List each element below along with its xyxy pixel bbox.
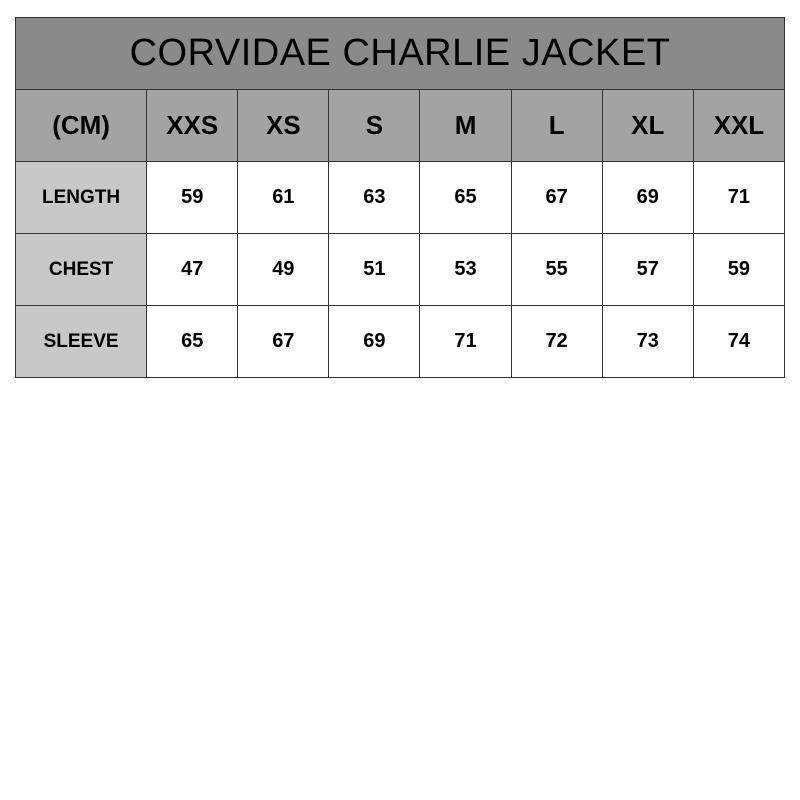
size-header: XL bbox=[602, 90, 693, 162]
measurement-cell: 63 bbox=[329, 162, 420, 234]
measurement-cell: 59 bbox=[147, 162, 238, 234]
measurement-cell: 65 bbox=[420, 162, 511, 234]
table-row-chest bbox=[16, 234, 785, 306]
measurement-cell: 65 bbox=[147, 306, 238, 378]
size-header: M bbox=[420, 90, 511, 162]
size-header: S bbox=[329, 90, 420, 162]
size-header: L bbox=[511, 90, 602, 162]
size-header: XXL bbox=[693, 90, 784, 162]
measurement-cell: 71 bbox=[693, 162, 784, 234]
measurement-cell: 57 bbox=[602, 234, 693, 306]
measurement-cell: 72 bbox=[511, 306, 602, 378]
measurement-cell: 73 bbox=[602, 306, 693, 378]
measurement-cell: 71 bbox=[420, 306, 511, 378]
measurement-cell: 69 bbox=[329, 306, 420, 378]
measurement-cell: 74 bbox=[693, 306, 784, 378]
measurement-cell: 67 bbox=[238, 306, 329, 378]
row-label: LENGTH bbox=[16, 162, 147, 234]
measurement-cell: 55 bbox=[511, 234, 602, 306]
row-label: SLEEVE bbox=[16, 306, 147, 378]
measurement-cell: 69 bbox=[602, 162, 693, 234]
size-header: XS bbox=[238, 90, 329, 162]
chart-title: CORVIDAE CHARLIE JACKET bbox=[16, 18, 785, 90]
unit-header: (CM) bbox=[16, 90, 147, 162]
table-row-sleeve bbox=[16, 306, 785, 378]
measurement-cell: 61 bbox=[238, 162, 329, 234]
size-chart-table bbox=[15, 17, 785, 378]
table-row-length bbox=[16, 162, 785, 234]
measurement-cell: 47 bbox=[147, 234, 238, 306]
measurement-cell: 49 bbox=[238, 234, 329, 306]
title-row bbox=[16, 18, 785, 90]
header-row bbox=[16, 90, 785, 162]
size-header: XXS bbox=[147, 90, 238, 162]
measurement-cell: 51 bbox=[329, 234, 420, 306]
measurement-cell: 53 bbox=[420, 234, 511, 306]
row-label: CHEST bbox=[16, 234, 147, 306]
measurement-cell: 67 bbox=[511, 162, 602, 234]
measurement-cell: 59 bbox=[693, 234, 784, 306]
